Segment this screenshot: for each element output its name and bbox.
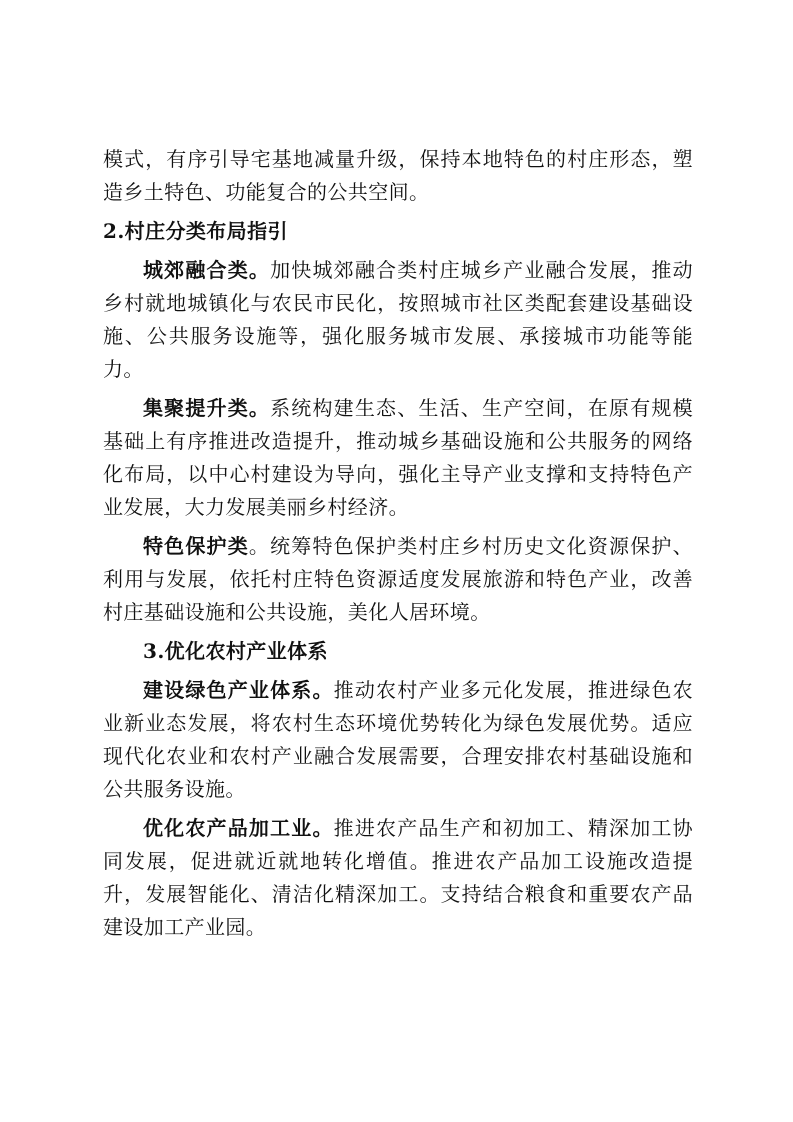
paragraph-body: 加快城郊融合类村庄城乡产业融合发展，推动乡村就地城镇化与农民市民化，按照城市社区类配套建设基础设施、公共服务设施等，强化服务城市发展、承接城市功能等能力。 — [103, 258, 694, 381]
paragraph-lead: 集聚提升类。 — [143, 396, 271, 420]
paragraph-green-industry — [103, 674, 693, 806]
paragraph-body: 。统筹特色保护类村庄乡村历史文化资源保护、利用与发展，依托村庄特色资源适度发展旅游和特色产业，改善村庄基础设施和公共设施，美化人居环境。 — [103, 534, 693, 624]
paragraph-lead: 特色保护类 — [143, 534, 249, 558]
paragraph-continuation: 模式，有序引导宅基地减量升级，保持本地特色的村庄形态，塑造乡土特色、功能复合的公共空间。 — [103, 147, 693, 204]
paragraph-body: 推进农产品生产和初加工、精深加工协同发展，促进就近就地转化增值。推进农产品加工设施改造提升，发展智能化、清洁化精深加工。支持结合粮食和重要农产品建设加工产业园。 — [103, 816, 693, 939]
section-heading-village-layout: 2.村庄分类布局指引 — [103, 219, 288, 243]
paragraph-agri-processing — [103, 812, 693, 944]
paragraph-feature-protection — [103, 530, 693, 629]
paragraph-body: 推动农村产业多元化发展，推进绿色农业新业态发展，将农村生态环境优势转化为绿色发展优势。适应现代化农业和农村产业融合发展需要，合理安排农村基础设施和公共服务设施。 — [103, 678, 693, 801]
paragraph-body: 系统构建生态、生活、生产空间，在原有规模基础上有序推进改造提升，推动城乡基础设施和公共服务的网络化布局，以中心村建设为导向，强化主导产业支撑和支持特色产业发展，大力发展美丽乡村经济。 — [103, 396, 694, 519]
section-heading-industry-system: 3.优化农村产业体系 — [143, 639, 328, 663]
paragraph-suburban-integration — [103, 254, 693, 386]
document-page — [103, 143, 693, 944]
paragraph-lead: 城郊融合类。 — [143, 258, 271, 282]
paragraph-cluster-upgrade — [103, 392, 693, 524]
paragraph-lead: 优化农产品加工业。 — [143, 816, 334, 840]
paragraph-lead: 建设绿色产业体系。 — [143, 678, 334, 702]
